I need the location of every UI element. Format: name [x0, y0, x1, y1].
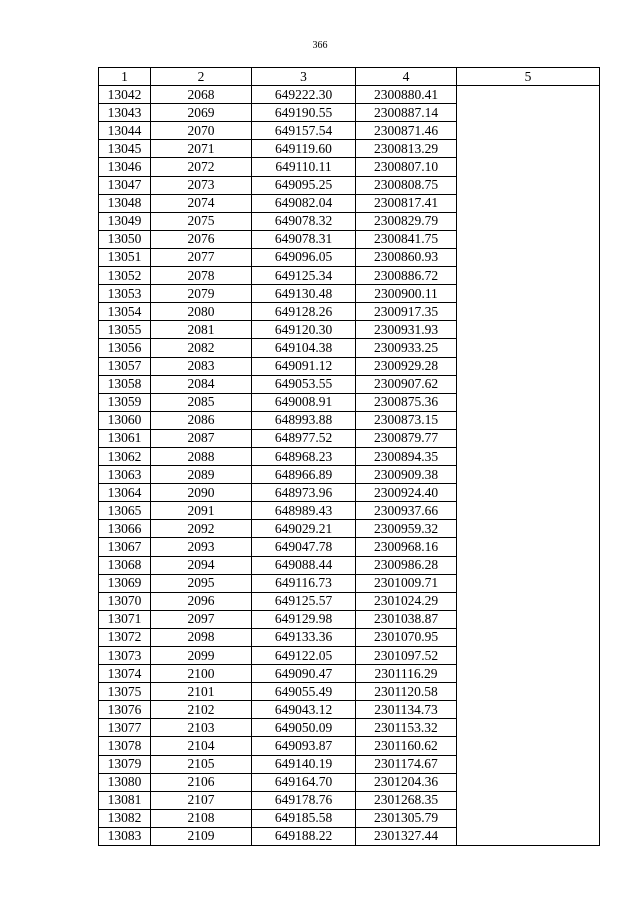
- cell-point-id: 2096: [151, 592, 252, 610]
- cell-number: 13077: [99, 719, 151, 737]
- cell-y-coordinate: 2300880.41: [356, 86, 457, 104]
- cell-number: 13078: [99, 737, 151, 755]
- cell-y-coordinate: 2300841.75: [356, 230, 457, 248]
- cell-y-coordinate: 2300860.93: [356, 248, 457, 266]
- cell-point-id: 2098: [151, 628, 252, 646]
- cell-x-coordinate: 649008.91: [252, 393, 356, 411]
- cell-x-coordinate: 648973.96: [252, 484, 356, 502]
- cell-number: 13045: [99, 140, 151, 158]
- cell-point-id: 2081: [151, 321, 252, 339]
- cell-number: 13068: [99, 556, 151, 574]
- cell-y-coordinate: 2300887.14: [356, 104, 457, 122]
- cell-number: 13069: [99, 574, 151, 592]
- cell-number: 13044: [99, 122, 151, 140]
- cell-y-coordinate: 2300808.75: [356, 176, 457, 194]
- cell-y-coordinate: 2301268.35: [356, 791, 457, 809]
- cell-x-coordinate: 649096.05: [252, 248, 356, 266]
- cell-number: 13049: [99, 212, 151, 230]
- cell-y-coordinate: 2300924.40: [356, 484, 457, 502]
- cell-number: 13064: [99, 484, 151, 502]
- cell-x-coordinate: 649120.30: [252, 321, 356, 339]
- cell-y-coordinate: 2300879.77: [356, 429, 457, 447]
- cell-x-coordinate: 649053.55: [252, 375, 356, 393]
- cell-y-coordinate: 2300829.79: [356, 212, 457, 230]
- cell-point-id: 2095: [151, 574, 252, 592]
- cell-x-coordinate: 649093.87: [252, 737, 356, 755]
- cell-x-coordinate: 649090.47: [252, 665, 356, 683]
- cell-y-coordinate: 2300909.38: [356, 466, 457, 484]
- cell-number: 13083: [99, 827, 151, 845]
- cell-point-id: 2079: [151, 285, 252, 303]
- cell-number: 13082: [99, 809, 151, 827]
- cell-y-coordinate: 2300959.32: [356, 520, 457, 538]
- cell-y-coordinate: 2300873.15: [356, 411, 457, 429]
- page-number: 366: [312, 40, 328, 51]
- cell-point-id: 2092: [151, 520, 252, 538]
- cell-number: 13050: [99, 230, 151, 248]
- column-header-2: 2: [151, 68, 252, 86]
- cell-point-id: 2085: [151, 393, 252, 411]
- column-5-empty-cell: [457, 86, 600, 846]
- cell-number: 13065: [99, 502, 151, 520]
- cell-x-coordinate: 648977.52: [252, 429, 356, 447]
- cell-y-coordinate: 2301305.79: [356, 809, 457, 827]
- cell-number: 13053: [99, 285, 151, 303]
- cell-y-coordinate: 2301153.32: [356, 719, 457, 737]
- cell-x-coordinate: 649130.48: [252, 285, 356, 303]
- cell-y-coordinate: 2300813.29: [356, 140, 457, 158]
- cell-y-coordinate: 2301160.62: [356, 737, 457, 755]
- cell-y-coordinate: 2300900.11: [356, 285, 457, 303]
- cell-point-id: 2069: [151, 104, 252, 122]
- cell-number: 13071: [99, 610, 151, 628]
- cell-y-coordinate: 2301116.29: [356, 665, 457, 683]
- cell-point-id: 2106: [151, 773, 252, 791]
- cell-point-id: 2107: [151, 791, 252, 809]
- cell-x-coordinate: 649082.04: [252, 194, 356, 212]
- cell-point-id: 2090: [151, 484, 252, 502]
- cell-y-coordinate: 2300931.93: [356, 321, 457, 339]
- cell-y-coordinate: 2301024.29: [356, 592, 457, 610]
- cell-point-id: 2089: [151, 466, 252, 484]
- cell-point-id: 2104: [151, 737, 252, 755]
- cell-number: 13042: [99, 86, 151, 104]
- cell-x-coordinate: 649178.76: [252, 791, 356, 809]
- cell-point-id: 2084: [151, 375, 252, 393]
- cell-number: 13066: [99, 520, 151, 538]
- cell-x-coordinate: 649128.26: [252, 303, 356, 321]
- cell-number: 13046: [99, 158, 151, 176]
- cell-number: 13061: [99, 429, 151, 447]
- column-header-1: 1: [99, 68, 151, 86]
- cell-y-coordinate: 2301174.67: [356, 755, 457, 773]
- cell-number: 13054: [99, 303, 151, 321]
- cell-number: 13070: [99, 592, 151, 610]
- cell-point-id: 2068: [151, 86, 252, 104]
- cell-number: 13075: [99, 683, 151, 701]
- cell-x-coordinate: 649185.58: [252, 809, 356, 827]
- cell-x-coordinate: 649095.25: [252, 176, 356, 194]
- cell-x-coordinate: 649119.60: [252, 140, 356, 158]
- table-body: [99, 86, 600, 846]
- cell-x-coordinate: 649050.09: [252, 719, 356, 737]
- cell-number: 13048: [99, 194, 151, 212]
- cell-x-coordinate: 649125.57: [252, 592, 356, 610]
- cell-x-coordinate: 649091.12: [252, 357, 356, 375]
- cell-x-coordinate: 649116.73: [252, 574, 356, 592]
- cell-x-coordinate: 648993.88: [252, 411, 356, 429]
- cell-number: 13062: [99, 447, 151, 465]
- cell-point-id: 2074: [151, 194, 252, 212]
- table-header: [99, 68, 600, 86]
- cell-number: 13073: [99, 647, 151, 665]
- cell-y-coordinate: 2300886.72: [356, 267, 457, 285]
- coordinates-table: [98, 67, 600, 846]
- cell-number: 13079: [99, 755, 151, 773]
- cell-point-id: 2105: [151, 755, 252, 773]
- cell-x-coordinate: 649164.70: [252, 773, 356, 791]
- cell-number: 13043: [99, 104, 151, 122]
- cell-number: 13057: [99, 357, 151, 375]
- cell-number: 13052: [99, 267, 151, 285]
- cell-y-coordinate: 2301134.73: [356, 701, 457, 719]
- cell-y-coordinate: 2301120.58: [356, 683, 457, 701]
- cell-point-id: 2075: [151, 212, 252, 230]
- cell-point-id: 2108: [151, 809, 252, 827]
- cell-y-coordinate: 2300894.35: [356, 447, 457, 465]
- cell-y-coordinate: 2300907.62: [356, 375, 457, 393]
- cell-y-coordinate: 2300875.36: [356, 393, 457, 411]
- header-row: [99, 68, 600, 86]
- table-row: [99, 86, 600, 104]
- cell-y-coordinate: 2300871.46: [356, 122, 457, 140]
- cell-number: 13074: [99, 665, 151, 683]
- cell-x-coordinate: 649078.31: [252, 230, 356, 248]
- cell-x-coordinate: 649129.98: [252, 610, 356, 628]
- cell-x-coordinate: 649043.12: [252, 701, 356, 719]
- cell-y-coordinate: 2301009.71: [356, 574, 457, 592]
- cell-y-coordinate: 2301327.44: [356, 827, 457, 845]
- cell-point-id: 2101: [151, 683, 252, 701]
- cell-x-coordinate: 649125.34: [252, 267, 356, 285]
- cell-x-coordinate: 649188.22: [252, 827, 356, 845]
- cell-y-coordinate: 2301097.52: [356, 647, 457, 665]
- cell-point-id: 2097: [151, 610, 252, 628]
- cell-x-coordinate: 648989.43: [252, 502, 356, 520]
- cell-y-coordinate: 2300933.25: [356, 339, 457, 357]
- cell-x-coordinate: 649029.21: [252, 520, 356, 538]
- cell-number: 13056: [99, 339, 151, 357]
- column-header-4: 4: [356, 68, 457, 86]
- cell-y-coordinate: 2300968.16: [356, 538, 457, 556]
- cell-number: 13076: [99, 701, 151, 719]
- cell-point-id: 2088: [151, 447, 252, 465]
- cell-y-coordinate: 2300937.66: [356, 502, 457, 520]
- cell-x-coordinate: 649140.19: [252, 755, 356, 773]
- cell-x-coordinate: 649222.30: [252, 86, 356, 104]
- cell-y-coordinate: 2300917.35: [356, 303, 457, 321]
- cell-point-id: 2091: [151, 502, 252, 520]
- column-header-3: 3: [252, 68, 356, 86]
- cell-point-id: 2078: [151, 267, 252, 285]
- cell-point-id: 2070: [151, 122, 252, 140]
- cell-y-coordinate: 2300807.10: [356, 158, 457, 176]
- cell-y-coordinate: 2301038.87: [356, 610, 457, 628]
- cell-x-coordinate: 649055.49: [252, 683, 356, 701]
- cell-point-id: 2073: [151, 176, 252, 194]
- cell-x-coordinate: 649157.54: [252, 122, 356, 140]
- cell-y-coordinate: 2300817.41: [356, 194, 457, 212]
- cell-x-coordinate: 649122.05: [252, 647, 356, 665]
- cell-x-coordinate: 648966.89: [252, 466, 356, 484]
- cell-y-coordinate: 2300986.28: [356, 556, 457, 574]
- cell-x-coordinate: 648968.23: [252, 447, 356, 465]
- cell-number: 13047: [99, 176, 151, 194]
- cell-number: 13072: [99, 628, 151, 646]
- cell-x-coordinate: 649088.44: [252, 556, 356, 574]
- cell-x-coordinate: 649047.78: [252, 538, 356, 556]
- cell-point-id: 2082: [151, 339, 252, 357]
- cell-y-coordinate: 2301204.36: [356, 773, 457, 791]
- cell-x-coordinate: 649104.38: [252, 339, 356, 357]
- cell-y-coordinate: 2301070.95: [356, 628, 457, 646]
- cell-point-id: 2094: [151, 556, 252, 574]
- cell-point-id: 2093: [151, 538, 252, 556]
- cell-point-id: 2102: [151, 701, 252, 719]
- cell-point-id: 2100: [151, 665, 252, 683]
- cell-number: 13055: [99, 321, 151, 339]
- cell-point-id: 2103: [151, 719, 252, 737]
- cell-point-id: 2086: [151, 411, 252, 429]
- cell-y-coordinate: 2300929.28: [356, 357, 457, 375]
- cell-point-id: 2071: [151, 140, 252, 158]
- cell-number: 13059: [99, 393, 151, 411]
- cell-number: 13060: [99, 411, 151, 429]
- cell-point-id: 2077: [151, 248, 252, 266]
- cell-point-id: 2076: [151, 230, 252, 248]
- column-header-5: 5: [457, 68, 600, 86]
- cell-number: 13063: [99, 466, 151, 484]
- cell-x-coordinate: 649133.36: [252, 628, 356, 646]
- cell-number: 13058: [99, 375, 151, 393]
- cell-number: 13067: [99, 538, 151, 556]
- cell-point-id: 2087: [151, 429, 252, 447]
- cell-x-coordinate: 649078.32: [252, 212, 356, 230]
- cell-point-id: 2083: [151, 357, 252, 375]
- cell-number: 13081: [99, 791, 151, 809]
- cell-point-id: 2080: [151, 303, 252, 321]
- cell-point-id: 2072: [151, 158, 252, 176]
- cell-number: 13051: [99, 248, 151, 266]
- cell-x-coordinate: 649110.11: [252, 158, 356, 176]
- cell-x-coordinate: 649190.55: [252, 104, 356, 122]
- cell-number: 13080: [99, 773, 151, 791]
- cell-point-id: 2109: [151, 827, 252, 845]
- cell-point-id: 2099: [151, 647, 252, 665]
